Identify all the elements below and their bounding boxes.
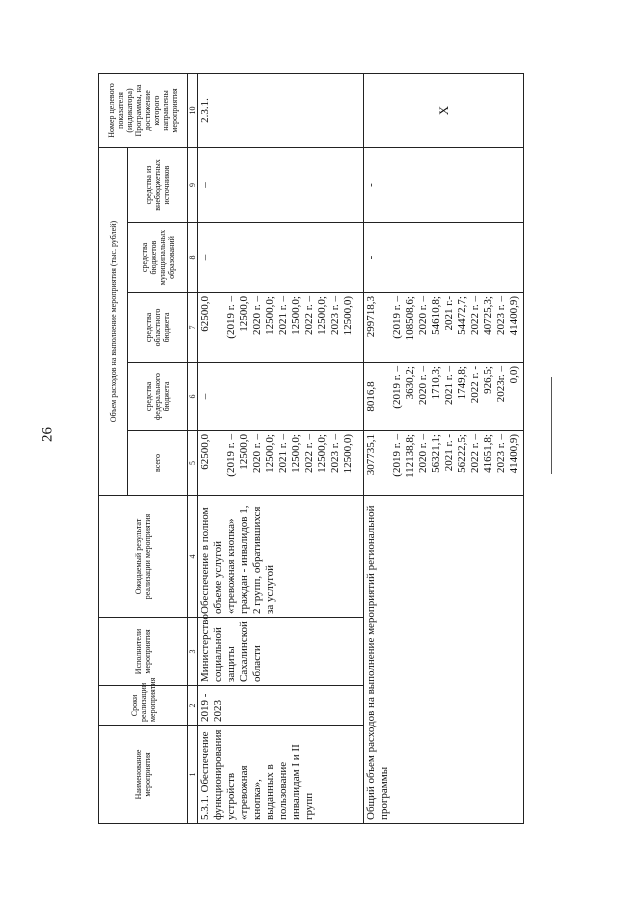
year-amount-line: 12500,0; (290, 296, 302, 335)
year-amount-line: 12500,0; (290, 434, 302, 473)
year-amount-line: 54610,8; (430, 296, 442, 335)
row2-label: Общий объем расходов на выполнение мероприятий региональной программы (364, 496, 524, 824)
column-number: 1 (188, 726, 198, 824)
row1-total (198, 431, 364, 496)
year-amount-line: 2020 г. – (417, 434, 429, 474)
expenses-table (98, 73, 524, 824)
row2-total-main: 307735,1 (365, 434, 377, 476)
year-amount-line: (2019 г. – (391, 434, 403, 477)
year-amount-line: 2022 г. - (469, 366, 481, 404)
year-amount-line: 2020 г. – (251, 296, 263, 336)
row1-federal: – (198, 363, 364, 431)
header-executor: Исполнители мероприятия (99, 618, 188, 686)
year-amount-line: 2021 г. – (443, 366, 455, 406)
row2-total (364, 431, 524, 496)
row2-regional-main: 299718,3 (365, 296, 377, 338)
year-amount-line: 2020 г. – (251, 434, 263, 474)
year-amount-line: 1749,8; (456, 366, 468, 400)
header-regional: средства областного бюджета (128, 293, 188, 363)
row2-federal-main: 8016,8 (365, 381, 377, 412)
year-amount-line: 12500,0 (238, 296, 250, 332)
column-number: 10 (188, 74, 198, 148)
year-amount-line: 56222,5; (456, 434, 468, 473)
row2-regional-years (391, 296, 521, 359)
year-amount-line: 112138,8; (404, 434, 416, 478)
header-extrabudget: средства из внебюджетных источников (128, 148, 188, 223)
column-number: 8 (188, 223, 198, 293)
row2-target: X (364, 74, 524, 148)
row1-period: 2019 - 2023 (198, 686, 364, 726)
column-number: 3 (188, 618, 198, 686)
header-target: Номер целевого показателя (индикатора) Программы, на достижение которого направлены мероприятия (99, 74, 188, 148)
column-number: 9 (188, 148, 198, 223)
year-amount-line: 12500,0; (316, 434, 328, 473)
row1-name: 5.3.1. Обеспечение функционирования устройств «тревожная кнопка», выданных в пользование инвалидам I и II групп (198, 726, 364, 824)
year-amount-line: 2023г. – (495, 366, 507, 403)
year-amount-line: 54472,7; (456, 296, 468, 335)
column-number: 6 (188, 363, 198, 431)
year-amount-line: 41400,9) (508, 434, 520, 474)
year-amount-line: 1710,3; (430, 366, 442, 400)
year-amount-line: 2022 г. – (469, 434, 481, 474)
row1-extrabudget: – (198, 148, 364, 223)
row2-extrabudget: - (364, 148, 524, 223)
year-amount-line: 41651,8; (482, 434, 494, 473)
year-amount-line: 0,0) (508, 366, 520, 384)
year-amount-line: 2022 г. – (303, 296, 315, 336)
year-amount-line: 40725,3; (482, 296, 494, 335)
year-amount-line: 12500,0; (264, 434, 276, 473)
header-expenses-group: Объем расходов на выполнение мероприятия (тыс. рублей) (99, 148, 128, 496)
year-amount-line: (2019 г. – (391, 366, 403, 409)
year-amount-line: 12500,0; (316, 296, 328, 335)
row1-total-main: 62500,0 (199, 434, 211, 470)
year-amount-line: 12500,0) (342, 434, 354, 474)
page-margin-line (551, 377, 552, 474)
year-amount-line: 2021 г. – (277, 296, 289, 336)
column-number: 7 (188, 293, 198, 363)
year-amount-line: 2022 г. – (469, 296, 481, 336)
year-amount-line: 12500,0) (342, 296, 354, 336)
header-name: Наименование мероприятия (99, 726, 188, 824)
table-row (198, 74, 364, 824)
page-number: 26 (39, 427, 56, 442)
row2-municipal: - (364, 223, 524, 293)
header-municipal: средства бюджетов муниципальных образований (128, 223, 188, 293)
year-amount-line: (2019 г. – (225, 434, 237, 477)
year-amount-line: 108508,6; (404, 296, 416, 341)
header-total: всего (128, 431, 188, 496)
column-numbers-row (188, 74, 198, 824)
rotated-table-wrapper (98, 74, 603, 824)
year-amount-line: (2019 г. – (391, 296, 403, 339)
year-amount-line: 2021 г.- (443, 296, 455, 331)
row2-federal-years (391, 366, 521, 427)
row1-regional (198, 293, 364, 363)
year-amount-line: 2020 г. – (417, 366, 429, 406)
column-number: 5 (188, 431, 198, 496)
year-amount-line: 56321,1; (430, 434, 442, 473)
year-amount-line: 2023 г. – (329, 434, 341, 474)
year-amount-line: 41400,9) (508, 296, 520, 336)
row2-regional (364, 293, 524, 363)
year-amount-line: 2022 г. – (303, 434, 315, 474)
row2-federal (364, 363, 524, 431)
row1-regional-years (225, 296, 355, 359)
year-amount-line: 2023 г. – (495, 434, 507, 474)
row1-executor: Министерство социальной защиты Сахалинской области (198, 618, 364, 686)
year-amount-line: 2023 г. – (329, 296, 341, 336)
row1-regional-main: 62500,0 (199, 296, 211, 332)
year-amount-line: 2021 г. - (443, 434, 455, 472)
table-row (364, 74, 524, 824)
year-amount-line: 926,5; (482, 366, 494, 394)
column-number: 2 (188, 686, 198, 726)
year-amount-line: 12500,0 (238, 434, 250, 470)
year-amount-line: 12500,0; (264, 296, 276, 335)
year-amount-line: (2019 г. – (225, 296, 237, 339)
row1-total-years (225, 434, 355, 492)
row1-target: 2.3.1. (198, 74, 364, 148)
year-amount-line: 2021 г. – (277, 434, 289, 474)
year-amount-line: 2020 г. – (417, 296, 429, 336)
row2-total-years (391, 434, 521, 492)
column-number: 4 (188, 496, 198, 618)
year-amount-line: 3630,2; (404, 366, 416, 400)
year-amount-line: 2023 г. – (495, 296, 507, 336)
row1-result: Обеспечение в полном объеме услугой «тревожная кнопка» граждан - инвалидов 1, 2 групп, обратившихся за услугой (198, 496, 364, 618)
row1-municipal: – (198, 223, 364, 293)
header-result: Ожидаемый результат реализации мероприятия (99, 496, 188, 618)
header-federal: средства федерального бюджета (128, 363, 188, 431)
header-period: Сроки реализации мероприятия (99, 686, 188, 726)
